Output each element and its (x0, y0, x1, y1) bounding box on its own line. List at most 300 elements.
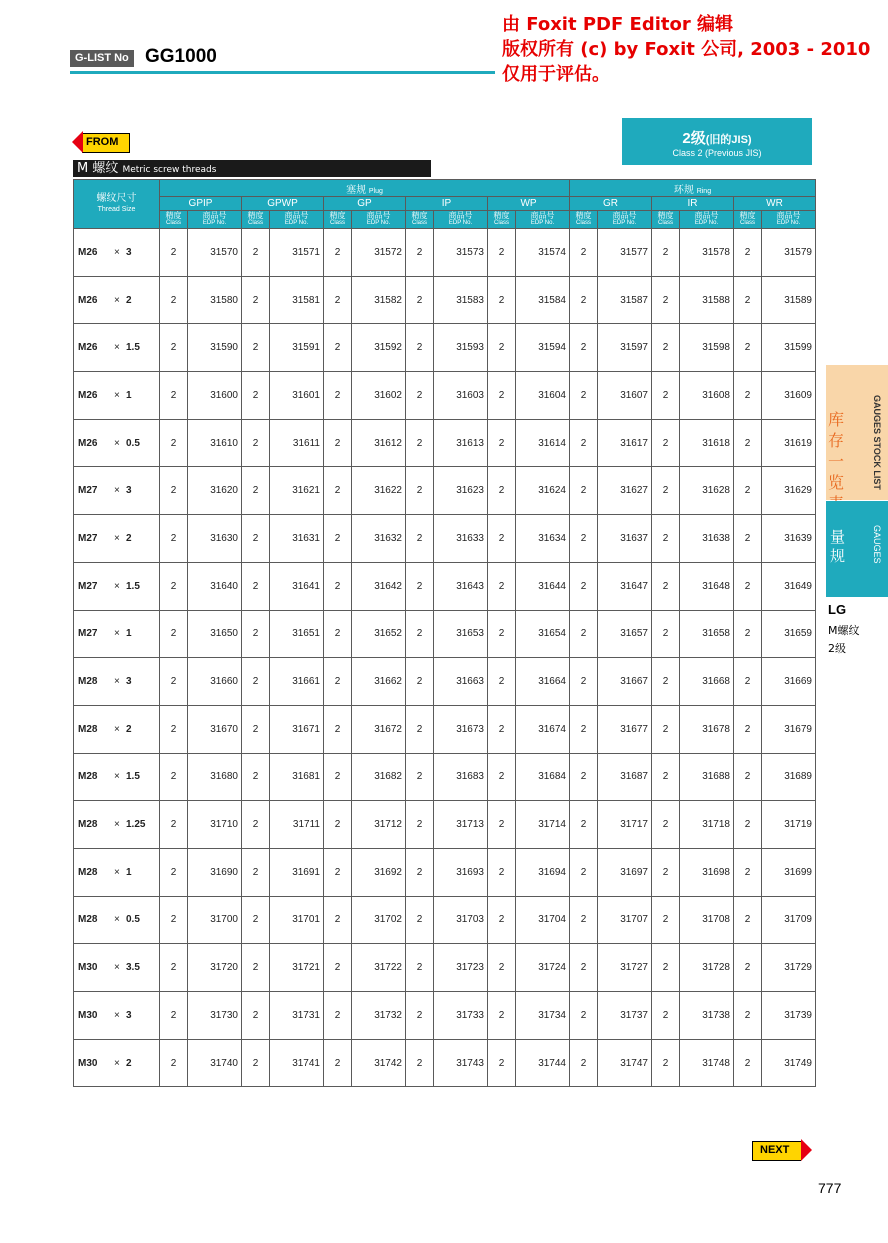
class-cell: 2 (734, 801, 762, 849)
edp-cell: 31691 (270, 848, 324, 896)
times-sign: × (114, 246, 120, 258)
thread-size-cell (74, 419, 160, 467)
edp-cell: 31621 (270, 467, 324, 515)
class-cell: 2 (570, 753, 598, 801)
thread-size-en: Thread Size (97, 206, 136, 213)
times-sign: × (114, 723, 120, 735)
edp-cell: 31694 (516, 848, 570, 896)
thread-major: M28 (78, 819, 98, 831)
edp-cell: 31612 (352, 419, 406, 467)
class-cell: 2 (160, 705, 188, 753)
plug-group-zh: 塞规 (346, 184, 367, 196)
thread-major: M30 (78, 1009, 98, 1021)
next-button[interactable] (752, 1139, 814, 1161)
edp-column-header (680, 211, 734, 229)
edp-cell: 31720 (188, 944, 242, 992)
times-sign: × (114, 1009, 120, 1021)
edp-cell: 31722 (352, 944, 406, 992)
thread-size-header (74, 180, 160, 229)
class-cell: 2 (160, 419, 188, 467)
class-cell: 2 (160, 1039, 188, 1087)
thread-size-cell (74, 372, 160, 420)
class-cell: 2 (160, 753, 188, 801)
edp-cell: 31629 (762, 467, 816, 515)
table-row (74, 944, 816, 992)
page-number: 777 (818, 1180, 842, 1196)
thread-pitch: 3.5 (126, 962, 140, 974)
table-row (74, 753, 816, 801)
class-cell: 2 (488, 419, 516, 467)
arrow-right-icon (801, 1139, 812, 1161)
class-cell: 2 (652, 515, 680, 563)
gauge-type-header: IR (652, 197, 734, 211)
gauges-tab[interactable] (826, 501, 888, 597)
edp-cell: 31640 (188, 562, 242, 610)
class-cell: 2 (488, 467, 516, 515)
thread-major: M27 (78, 628, 98, 640)
from-button[interactable] (72, 131, 130, 153)
class-cell: 2 (242, 372, 270, 420)
class-cell: 2 (734, 658, 762, 706)
class-cell: 2 (160, 372, 188, 420)
class-label-en: Class (411, 220, 427, 226)
class-label-en: Class (657, 220, 673, 226)
edp-cell: 31669 (762, 658, 816, 706)
class-cell: 2 (734, 944, 762, 992)
thread-size-cell (74, 229, 160, 277)
thread-major: M26 (78, 294, 98, 306)
thread-pitch: 1.5 (126, 580, 140, 592)
edp-cell: 31714 (516, 801, 570, 849)
class-column-header (324, 211, 352, 229)
class-cell: 2 (488, 324, 516, 372)
edp-cell: 31618 (680, 419, 734, 467)
edp-cell: 31611 (270, 419, 324, 467)
class-cell: 2 (734, 992, 762, 1040)
edp-cell: 31697 (598, 848, 652, 896)
class-cell: 2 (406, 896, 434, 944)
class-cell: 2 (488, 801, 516, 849)
class-cell: 2 (488, 1039, 516, 1087)
class-cell: 2 (242, 515, 270, 563)
class-cell: 2 (324, 229, 352, 277)
class-cell: 2 (734, 419, 762, 467)
class-cell: 2 (570, 467, 598, 515)
thread-major: M28 (78, 723, 98, 735)
gauge-type-header: GPIP (160, 197, 242, 211)
table-row (74, 705, 816, 753)
thread-pitch: 1 (126, 866, 132, 878)
class-cell: 2 (406, 229, 434, 277)
edp-cell: 31671 (270, 705, 324, 753)
edp-cell: 31693 (434, 848, 488, 896)
edp-cell: 31570 (188, 229, 242, 277)
gauges-tab-en: GAUGES (872, 525, 882, 564)
class-cell: 2 (406, 419, 434, 467)
edp-column-header (352, 211, 406, 229)
table-row (74, 467, 816, 515)
plug-group-header (160, 180, 570, 197)
thread-pitch: 3 (126, 1009, 132, 1021)
edp-cell: 31578 (680, 229, 734, 277)
edp-label-zh: 商品号 (448, 211, 473, 220)
edp-label-en: EDP No. (694, 220, 719, 226)
edp-cell: 31650 (188, 610, 242, 658)
class-cell: 2 (406, 372, 434, 420)
edp-cell: 31680 (188, 753, 242, 801)
class-cell: 2 (734, 1039, 762, 1087)
edp-cell: 31729 (762, 944, 816, 992)
edp-cell: 31699 (762, 848, 816, 896)
times-sign: × (114, 819, 120, 831)
edp-cell: 31678 (680, 705, 734, 753)
edp-cell: 31577 (598, 229, 652, 277)
edp-cell: 31581 (270, 276, 324, 324)
edp-cell: 31571 (270, 229, 324, 277)
edp-label-zh: 商品号 (694, 211, 719, 220)
edp-cell: 31661 (270, 658, 324, 706)
edp-cell: 31634 (516, 515, 570, 563)
edp-cell: 31731 (270, 992, 324, 1040)
class-cell: 2 (406, 658, 434, 706)
class-cell: 2 (734, 753, 762, 801)
edp-cell: 31591 (270, 324, 324, 372)
times-sign: × (114, 771, 120, 783)
table-row (74, 1039, 816, 1087)
class-cell: 2 (406, 705, 434, 753)
edp-cell: 31619 (762, 419, 816, 467)
class-cell: 2 (160, 562, 188, 610)
class-cell: 2 (652, 229, 680, 277)
class-cell: 2 (652, 801, 680, 849)
class-cell: 2 (652, 372, 680, 420)
edp-cell: 31742 (352, 1039, 406, 1087)
thread-size-cell (74, 610, 160, 658)
thread-size-cell (74, 562, 160, 610)
thread-size-cell (74, 753, 160, 801)
class-cell: 2 (242, 944, 270, 992)
edp-cell: 31724 (516, 944, 570, 992)
class-cell: 2 (242, 1039, 270, 1087)
times-sign: × (114, 342, 120, 354)
edp-cell: 31739 (762, 992, 816, 1040)
edp-column-header (598, 211, 652, 229)
class-cell: 2 (324, 324, 352, 372)
edp-label-en: EDP No. (366, 220, 391, 226)
gauge-type-header: GR (570, 197, 652, 211)
header-rule (70, 71, 495, 74)
edp-cell: 31667 (598, 658, 652, 706)
edp-cell: 31711 (270, 801, 324, 849)
class-cell: 2 (734, 848, 762, 896)
class-cell: 2 (734, 229, 762, 277)
class-cell: 2 (406, 515, 434, 563)
edp-cell: 31604 (516, 372, 570, 420)
thread-size-cell (74, 705, 160, 753)
class-label-en: Class (739, 220, 755, 226)
class-cell: 2 (652, 753, 680, 801)
edp-label-en: EDP No. (776, 220, 801, 226)
edp-cell: 31597 (598, 324, 652, 372)
edp-cell: 31583 (434, 276, 488, 324)
class-cell: 2 (734, 276, 762, 324)
thread-major: M27 (78, 580, 98, 592)
edp-cell: 31649 (762, 562, 816, 610)
thread-pitch: 2 (126, 723, 132, 735)
class-cell: 2 (160, 515, 188, 563)
edp-cell: 31610 (188, 419, 242, 467)
class-label-en: Class (493, 220, 509, 226)
class-cell: 2 (570, 896, 598, 944)
gauge-type-header: WR (734, 197, 816, 211)
class-label-en: Class (247, 220, 263, 226)
class-cell: 2 (242, 276, 270, 324)
class-cell: 2 (324, 896, 352, 944)
thread-pitch: 1 (126, 389, 132, 401)
class-cell: 2 (406, 944, 434, 992)
edp-cell: 31600 (188, 372, 242, 420)
edp-cell: 31682 (352, 753, 406, 801)
watermark-line-2: 版权所有 (c) by Foxit 公司, 2003 - 2010 (502, 39, 871, 60)
edp-cell: 31701 (270, 896, 324, 944)
class-label-en: Class (165, 220, 181, 226)
edp-cell: 31707 (598, 896, 652, 944)
class-cell: 2 (406, 276, 434, 324)
class-subtitle: Class 2 (Previous JIS) (672, 148, 762, 158)
edp-cell: 31708 (680, 896, 734, 944)
edp-cell: 31717 (598, 801, 652, 849)
edp-cell: 31572 (352, 229, 406, 277)
edp-cell: 31642 (352, 562, 406, 610)
class-cell: 2 (570, 562, 598, 610)
edp-cell: 31728 (680, 944, 734, 992)
class-label-zh: 精度 (657, 211, 674, 220)
edp-cell: 31584 (516, 276, 570, 324)
thread-pitch: 2 (126, 294, 132, 306)
edp-cell: 31690 (188, 848, 242, 896)
class-cell: 2 (734, 467, 762, 515)
group-header-row (74, 180, 816, 197)
class-label-en: Class (575, 220, 591, 226)
thread-major: M26 (78, 246, 98, 258)
class-label-zh: 精度 (575, 211, 592, 220)
edp-cell: 31633 (434, 515, 488, 563)
glist-badge: G-LIST No (70, 50, 134, 67)
class-box (622, 118, 812, 165)
class-cell: 2 (734, 515, 762, 563)
stock-list-tab-zh: 库存一览 (828, 410, 845, 492)
thread-major: M28 (78, 914, 98, 926)
edp-cell: 31679 (762, 705, 816, 753)
edp-column-header (270, 211, 324, 229)
class-cell: 2 (324, 705, 352, 753)
class-cell: 2 (242, 848, 270, 896)
thread-major: M30 (78, 1057, 98, 1069)
plug-group-en: Plug (368, 187, 383, 195)
class-cell: 2 (652, 992, 680, 1040)
times-sign: × (114, 962, 120, 974)
class-cell: 2 (734, 562, 762, 610)
edp-cell: 31590 (188, 324, 242, 372)
times-sign: × (114, 676, 120, 688)
class-cell: 2 (488, 848, 516, 896)
edp-label-en: EDP No. (612, 220, 637, 226)
document-code: GG1000 (145, 46, 217, 67)
class-cell: 2 (242, 229, 270, 277)
edp-cell: 31692 (352, 848, 406, 896)
times-sign: × (114, 866, 120, 878)
class-cell: 2 (242, 467, 270, 515)
class-cell: 2 (324, 562, 352, 610)
class-label-zh: 精度 (329, 211, 346, 220)
edp-cell: 31748 (680, 1039, 734, 1087)
section-title-bar (73, 160, 431, 177)
thread-size-cell (74, 276, 160, 324)
times-sign: × (114, 532, 120, 544)
class-cell: 2 (242, 562, 270, 610)
watermark-line-1: 由 Foxit PDF Editor 编辑 (502, 14, 734, 35)
class-cell: 2 (160, 944, 188, 992)
thread-size-cell (74, 467, 160, 515)
gauge-type-header: GP (324, 197, 406, 211)
class-cell: 2 (570, 1039, 598, 1087)
edp-cell: 31627 (598, 467, 652, 515)
gauge-type-row (74, 197, 816, 211)
edp-cell: 31670 (188, 705, 242, 753)
edp-cell: 31644 (516, 562, 570, 610)
class-cell: 2 (242, 801, 270, 849)
class-cell: 2 (488, 944, 516, 992)
thread-major: M27 (78, 485, 98, 497)
class-label-zh: 精度 (247, 211, 264, 220)
edp-cell: 31602 (352, 372, 406, 420)
ring-group-zh: 环规 (673, 184, 694, 196)
edp-cell: 31658 (680, 610, 734, 658)
table-row (74, 658, 816, 706)
class-cell: 2 (652, 896, 680, 944)
stock-list-tab[interactable] (826, 365, 888, 500)
class-cell: 2 (488, 753, 516, 801)
times-sign: × (114, 628, 120, 640)
thread-size-cell (74, 1039, 160, 1087)
thread-major: M28 (78, 866, 98, 878)
edp-cell: 31573 (434, 229, 488, 277)
class-cell: 2 (734, 896, 762, 944)
arrow-left-icon (72, 131, 83, 153)
thread-size-cell (74, 515, 160, 563)
class-label-zh: 精度 (739, 211, 756, 220)
edp-label-zh: 商品号 (612, 211, 637, 220)
class-cell: 2 (488, 515, 516, 563)
edp-cell: 31683 (434, 753, 488, 801)
class-cell: 2 (242, 896, 270, 944)
class-cell: 2 (570, 658, 598, 706)
class-cell: 2 (324, 753, 352, 801)
table-row (74, 324, 816, 372)
table-row (74, 801, 816, 849)
class-cell: 2 (406, 801, 434, 849)
edp-cell: 31624 (516, 467, 570, 515)
class-cell: 2 (570, 944, 598, 992)
class-cell: 2 (652, 467, 680, 515)
edp-cell: 31601 (270, 372, 324, 420)
class-cell: 2 (324, 944, 352, 992)
edp-cell: 31622 (352, 467, 406, 515)
edp-cell: 31652 (352, 610, 406, 658)
class-cell: 2 (652, 848, 680, 896)
edp-cell: 31580 (188, 276, 242, 324)
class-column-header (488, 211, 516, 229)
edp-cell: 31723 (434, 944, 488, 992)
class-cell: 2 (324, 658, 352, 706)
edp-cell: 31664 (516, 658, 570, 706)
class-cell: 2 (324, 515, 352, 563)
edp-cell: 31721 (270, 944, 324, 992)
class-cell: 2 (242, 705, 270, 753)
edp-cell: 31607 (598, 372, 652, 420)
class-label-zh: 精度 (411, 211, 428, 220)
thread-size-cell (74, 992, 160, 1040)
edp-label-en: EDP No. (202, 220, 227, 226)
watermark-line-3: 仅用于评估。 (502, 64, 610, 85)
thread-pitch: 1 (126, 628, 132, 640)
class-cell: 2 (570, 372, 598, 420)
from-label: FROM (86, 136, 119, 148)
thread-major: M27 (78, 532, 98, 544)
table-row (74, 896, 816, 944)
class-cell: 2 (488, 276, 516, 324)
edp-cell: 31698 (680, 848, 734, 896)
class-cell: 2 (324, 372, 352, 420)
section-title-zh: M 螺纹 (77, 161, 119, 176)
class-cell: 2 (406, 467, 434, 515)
class-cell: 2 (570, 610, 598, 658)
class-cell: 2 (324, 992, 352, 1040)
edp-cell: 31702 (352, 896, 406, 944)
gauge-type-header: IP (406, 197, 488, 211)
thread-size-cell (74, 896, 160, 944)
edp-label-en: EDP No. (448, 220, 473, 226)
times-sign: × (114, 389, 120, 401)
class-cell: 2 (488, 610, 516, 658)
class-cell: 2 (652, 944, 680, 992)
class-cell: 2 (570, 276, 598, 324)
gauges-tab-zh: 量规 (830, 528, 846, 565)
watermark (502, 12, 870, 87)
table-row (74, 992, 816, 1040)
edp-cell: 31749 (762, 1039, 816, 1087)
class-cell: 2 (160, 658, 188, 706)
thread-pitch: 2 (126, 1057, 132, 1069)
thread-size-cell (74, 658, 160, 706)
edp-cell: 31620 (188, 467, 242, 515)
edp-label-en: EDP No. (284, 220, 309, 226)
class-cell: 2 (160, 610, 188, 658)
edp-cell: 31653 (434, 610, 488, 658)
edp-cell: 31647 (598, 562, 652, 610)
thread-size-cell (74, 801, 160, 849)
edp-cell: 31734 (516, 992, 570, 1040)
table-row (74, 229, 816, 277)
thread-pitch: 0.5 (126, 437, 140, 449)
edp-cell: 31609 (762, 372, 816, 420)
thread-major: M26 (78, 389, 98, 401)
thread-pitch: 3 (126, 676, 132, 688)
thread-pitch: 2 (126, 532, 132, 544)
thread-pitch: 1.5 (126, 342, 140, 354)
class-cell: 2 (324, 419, 352, 467)
edp-cell: 31662 (352, 658, 406, 706)
